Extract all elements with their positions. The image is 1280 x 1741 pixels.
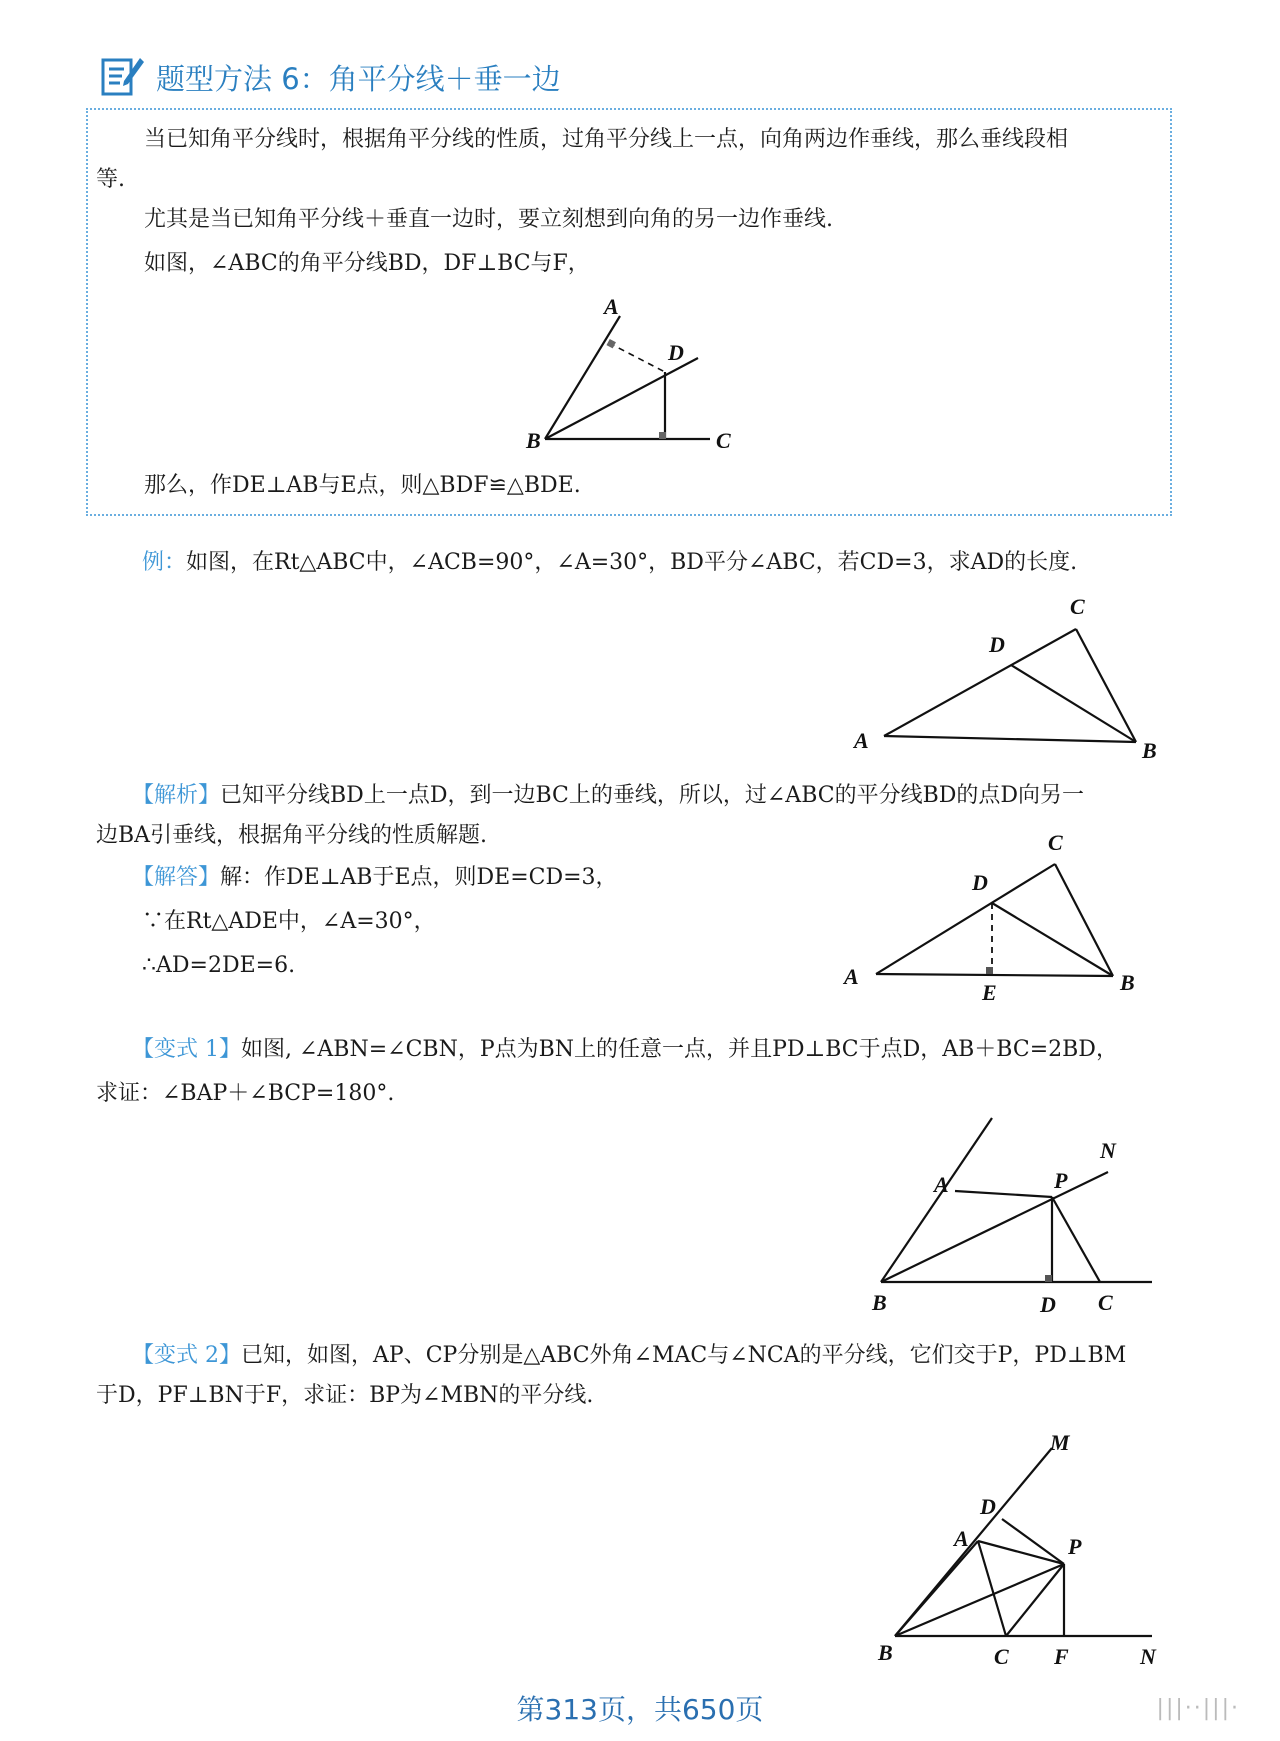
fig4-label: D [1040,1292,1056,1317]
intro-line-3: 如图，∠ABC的角平分线BD，DF⊥BC与F， [144,251,590,276]
fig4-ray-bn [881,1172,1108,1282]
fig1-label: C [716,428,731,452]
variant1-line-2: 求证：∠BAP＋∠BCP=180°. [96,1081,395,1106]
fig3-label: A [844,964,859,989]
fig1-label: B [526,428,541,452]
fig5-segment-cp [1006,1564,1064,1636]
fig1-perp-de [609,343,665,372]
intro-line-2: 尤其是当已知角平分线＋垂直一边时，要立刻想到向角的另一边作垂线. [144,207,833,232]
fig3-label: B [1120,970,1135,995]
variant2-tag: 【变式 2】 [132,1343,241,1368]
section-title [100,52,561,102]
fig2-label: A [854,728,869,753]
fig3-side-ab [876,974,1113,976]
fig2-label: D [989,632,1005,657]
fig2-label: C [1070,594,1085,619]
fig5-label: F [1054,1644,1069,1669]
watermark: |||··|||· [1156,1696,1240,1721]
fig1-ray-ba [545,316,620,439]
intro-line-4: 那么，作DE⊥AB与E点，则△BDF≌△BDE. [144,473,581,498]
answer-line-3: ∴AD=2DE=6. [142,953,296,978]
fig5-segment-ac [978,1541,1006,1636]
fig4-label: N [1100,1138,1116,1163]
intro-line-1b: 等. [96,167,125,192]
fig5-segment-ba [895,1541,978,1636]
fig5-label: A [954,1526,969,1551]
figure-1-angle-bisector [520,292,750,452]
figure-5-variant2 [870,1420,1170,1680]
fig3-side-ac [876,864,1055,974]
notebook-pencil-icon [100,54,146,100]
fig4-segment-ap [955,1191,1052,1197]
fig2-side-ac [884,629,1076,736]
fig5-label: C [994,1644,1009,1669]
fig2-side-cb [1076,629,1136,742]
fig4-ray-ba [881,1118,992,1282]
fig3-label: D [972,870,988,895]
fig4-segment-pc [1052,1197,1100,1282]
page-number: 第313页，共650页 [516,1693,764,1726]
fig3-right-angle-e [986,967,993,974]
fig4-label: A [934,1172,949,1197]
fig4-label: P [1054,1168,1068,1193]
analysis-line-2: 边BA引垂线，根据角平分线的性质解题. [96,823,488,848]
fig5-label: B [878,1640,893,1665]
answer-line-2: ∵在Rt△ADE中，∠A=30°， [142,909,436,934]
analysis-tag: 【解析】 [132,783,221,808]
fig4-label: C [1098,1290,1113,1315]
fig1-label: D [668,340,684,365]
fig5-label: M [1050,1430,1070,1455]
fig5-label: N [1140,1644,1156,1669]
figure-2-right-triangle [840,592,1170,762]
figure-4-variant1 [860,1112,1180,1322]
fig1-bisector-bd [545,358,698,439]
fig3-label: C [1048,830,1063,855]
fig4-label: B [872,1290,887,1315]
fig5-label: P [1068,1534,1082,1559]
fig5-label: D [980,1494,996,1519]
fig5-perp-pd [1002,1519,1064,1564]
fig1-right-angle-f [659,432,666,439]
fig1-right-angle-e [606,339,615,348]
fig3-label: E [982,980,997,1005]
fig2-side-ab [884,736,1136,742]
fig1-label: A [604,294,619,319]
figure-3-triangle-with-perpendicular [830,828,1160,1008]
fig5-segment-bp [895,1564,1064,1636]
example-line [142,543,1077,583]
analysis-line-1: 【解析】已知平分线BD上一点D，到一边BC上的垂线，所以，过∠ABC的平分线BD的点D向另一 [132,783,1085,808]
fig2-label: B [1142,738,1157,762]
fig5-segment-ap [978,1541,1064,1564]
variant2-line-1: 【变式 2】已知，如图，AP、CP分别是△ABC外角∠MAC与∠NCA的平分线，它们交于P，PD⊥BM [132,1343,1127,1368]
example-tag: 例： [142,550,187,575]
intro-line-1: 当已知角平分线时，根据角平分线的性质，过角平分线上一点，向角两边作垂线，那么垂线段相 [144,127,1069,152]
fig2-bisector-bd [1011,665,1136,742]
variant2-line-2: 于D，PF⊥BN于F，求证：BP为∠MBN的平分线. [96,1383,594,1408]
answer-tag: 【解答】 [132,865,221,890]
example-text: 如图，在Rt△ABC中，∠ACB=90°，∠A=30°，BD平分∠ABC，若CD=3，求AD的长度. [186,550,1078,575]
section-title-text: 题型方法 6：角平分线＋垂一边 [156,61,561,96]
fig4-right-angle-d [1045,1275,1052,1282]
variant1-tag: 【变式 1】 [132,1037,241,1062]
answer-line-1: 【解答】解：作DE⊥AB于E点，则DE=CD=3， [132,865,618,890]
variant1-line-1: 【变式 1】如图, ∠ABN=∠CBN，P点为BN上的任意一点，并且PD⊥BC于点D，AB＋BC=2BD， [132,1037,1118,1062]
